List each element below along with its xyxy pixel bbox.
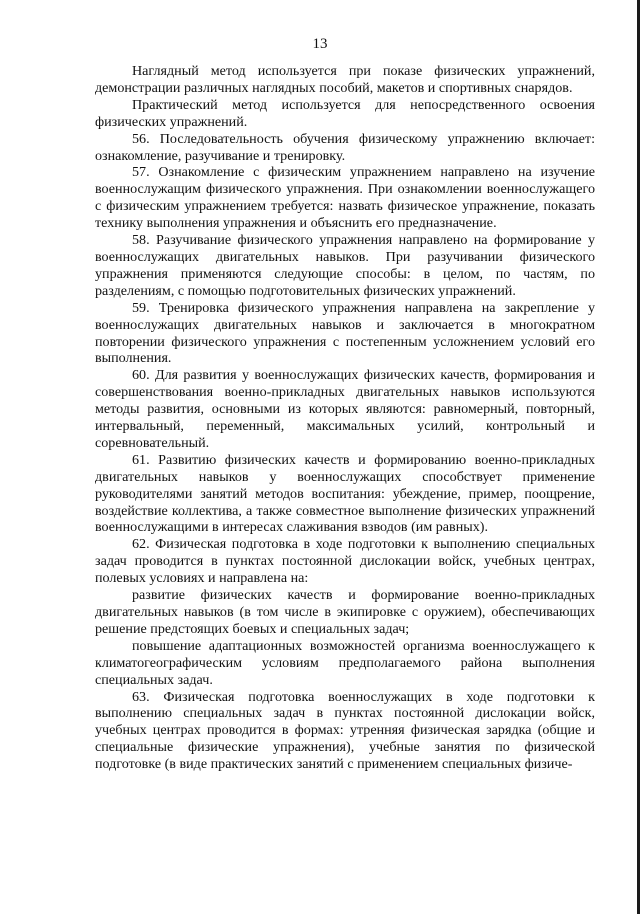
paragraph-59: 59. Тренировка физического упражнения направлена на закрепление у военнослужащих двигательных навыков и заключается в многократном повторении физического упражнения с постепенным усложнением условий его выполнения. <box>95 299 595 367</box>
paragraph-visual-method: Наглядный метод используется при показе физических упражнений, демонстрации различных наглядных пособий, макетов и спортивных снарядов. <box>95 63 595 96</box>
document-body <box>95 63 595 773</box>
paragraph-practical-method: Практический метод используется для непосредственного освоения физических упражнений. <box>95 96 595 130</box>
paragraph-62-item-1: развитие физических качеств и формирование военно-прикладных двигательных навыков (в том числе в экипировке с оружием), обеспечивающих решение предстоящих боевых и специальных задач; <box>95 587 595 637</box>
paragraph-56: 56. Последовательность обучения физическому упражнению включает: ознакомление, разучивание и тренировку. <box>95 130 595 164</box>
paragraph-62-item-2: повышение адаптационных возможностей организма военнослужащего к климатогеографическим условиям предполагаемого района выполнения специальных задач. <box>95 637 595 688</box>
paragraph-60: 60. Для развития у военнослужащих физических качеств, формирования и совершенствования военно-прикладных двигательных навыков используются методы развития, основными из которых являются: равномерный, повторный, интервальный, переменный, максимальных усилий, контрольный и соревновательный. <box>95 367 595 451</box>
page-number: 13 <box>312 36 328 52</box>
paragraph-62: 62. Физическая подготовка в ходе подготовки к выполнению специальных задач проводится в пунктах постоянной дислокации войск, учебных центрах, полевых условиях и направлена на: <box>95 536 595 587</box>
paragraph-61: 61. Развитию физических качеств и формированию военно-прикладных двигательных навыков у военнослужащих способствует применение руководителями занятий методов воспитания: убеждение, пример, поощрение, воздействие коллектива, а также совместное выполнение физических упражнений военнослужащими в интересах слаживания взводов (им равных). <box>95 451 595 536</box>
paragraph-63: 63. Физическая подготовка военнослужащих в ходе подготовки к выполнению специальных задач в пунктах постоянной дислокации войск, учебных центрах проводится в формах: утренняя физическая зарядка (общие и специальные физические упражнения), учебные занятия по физической подготовке (в виде практических занятий с применением специальных физиче- <box>95 688 595 773</box>
paragraph-57: 57. Ознакомление с физическим упражнением направлено на изучение военнослужащим физического упражнения. При ознакомлении военнослужащего с физическим упражнением требуется: назвать физическое упражнение, показать технику выполнения упражнения и объяснить его предназначение. <box>95 164 595 232</box>
paragraph-58: 58. Разучивание физического упражнения направлено на формирование у военнослужащих двигательных навыков. При разучивании физического упражнения применяются следующие способы: в целом, по частям, по разделениям, с помощью подготовительных физических упражнений. <box>95 232 595 299</box>
